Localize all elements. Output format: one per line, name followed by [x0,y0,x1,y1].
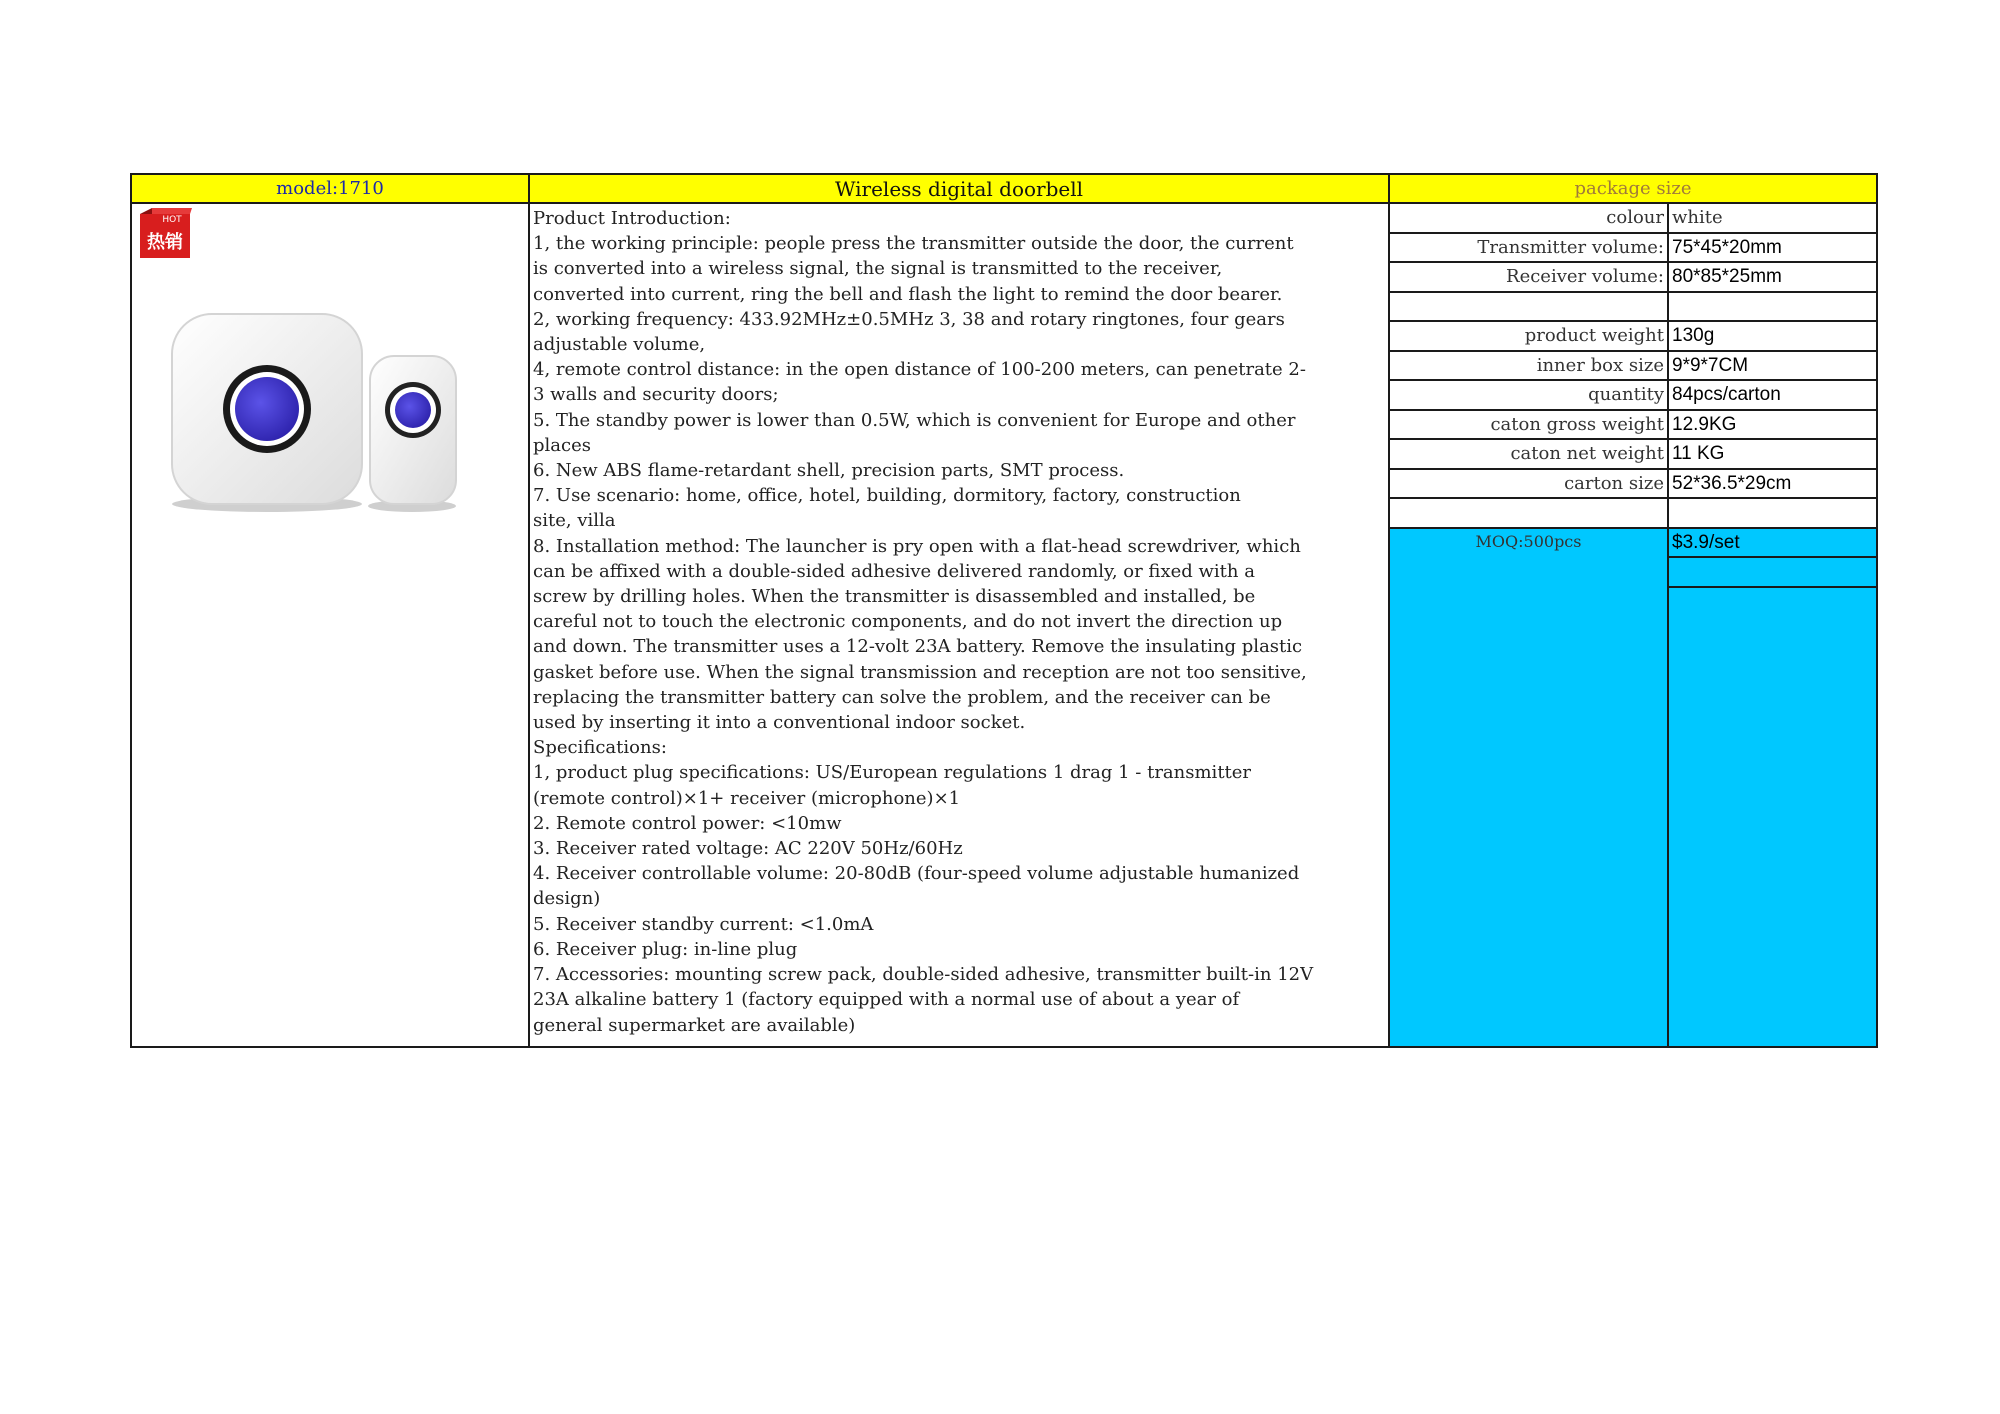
spec-value: 11 KG [1668,439,1878,469]
description-line: is converted into a wireless signal, the signal is transmitted to the receiver, [533,258,1223,280]
spec-row-gross-weight [1390,410,1878,440]
spec-value: 9*9*7CM [1668,351,1878,381]
description-line: 7. Use scenario: home, office, hotel, building, dormitory, factory, construction [533,485,1241,507]
description-line: screw by drilling holes. When the transmitter is disassembled and installed, be [533,586,1256,608]
spec-value: 75*45*20mm [1668,233,1878,263]
description-line: gasket before use. When the signal transmission and reception are not too sensitive, [533,661,1307,683]
spec-key [1390,292,1668,322]
spec-key: caton gross weight [1390,410,1668,440]
spec-row-net-weight [1390,439,1878,469]
moq-label: MOQ:500pcs [1390,528,1668,1046]
description-line: 6. New ABS flame-retardant shell, precision parts, SMT process. [533,460,1125,482]
spec-row-carton-size [1390,469,1878,499]
description-line: general supermarket are available) [533,1014,856,1036]
product-sheet [130,173,1878,1048]
spec-row-inner-box-size [1390,351,1878,381]
description-line: careful not to touch the electronic components, and do not invert the direction up [533,611,1283,633]
description-line: 23A alkaline battery 1 (factory equipped with a normal use of about a year of [533,989,1240,1011]
description-line: 2, working frequency: 433.92MHz±0.5MHz 3, 38 and rotary ringtones, four gears [533,308,1285,330]
description-line: places [533,434,591,456]
price-value: $3.9/set [1668,528,1878,558]
spec-row-empty [1390,498,1878,528]
spec-key: caton net weight [1390,439,1668,469]
doorbell-image [162,304,462,531]
product-title: Wireless digital doorbell [529,174,1389,203]
description-line: (remote control)×1+ receiver (microphone)×1 [533,787,961,809]
product-description [529,203,1389,1047]
hot-badge-icon [138,208,192,267]
spec-key: product weight [1390,321,1668,351]
content-row [131,203,1877,1047]
description-line: 3. Receiver rated voltage: AC 220V 50Hz/60Hz [533,838,963,860]
hot-badge-text: 热销 [147,232,183,253]
pricing-empty-cell [1668,557,1878,587]
description-line: used by inserting it into a conventional indoor socket. [533,712,1026,734]
description-line: 1, the working principle: people press the transmitter outside the door, the current [533,233,1294,255]
package-spec-cell [1389,203,1877,1047]
description-line: design) [533,888,601,910]
description-line: 5. Receiver standby current: <1.0mA [533,913,874,935]
model-label: model:1710 [131,174,529,203]
description-line: 5. The standby power is lower than 0.5W, which is convenient for Europe and other [533,409,1296,431]
spec-row-quantity [1390,380,1878,410]
description-line: 8. Installation method: The launcher is pry open with a flat-head screwdriver, which [533,535,1301,557]
spec-row-empty [1390,292,1878,322]
pricing-fill-cell [1668,587,1878,1046]
description-line: and down. The transmitter uses a 12-volt 23A battery. Remove the insulating plastic [533,636,1303,658]
spec-key: inner box size [1390,351,1668,381]
description-line: 2. Remote control power: <10mw [533,812,842,834]
spec-row-product-weight [1390,321,1878,351]
description-line: adjustable volume, [533,334,706,356]
spec-value [1668,292,1878,322]
description-line: 6. Receiver plug: in-line plug [533,938,798,960]
pricing-row [1390,528,1878,558]
product-image-cell [131,203,529,1047]
spec-key: carton size [1390,469,1668,499]
description-line: 4. Receiver controllable volume: 20-80dB (four-speed volume adjustable humanized [533,863,1300,885]
spec-key: quantity [1390,380,1668,410]
spec-value: white [1668,204,1878,233]
description-line: 7. Accessories: mounting screw pack, double-sided adhesive, transmitter built-in 12V [533,964,1314,986]
package-spec-table [1390,204,1878,1046]
spec-key: Transmitter volume: [1390,233,1668,263]
hot-badge-top: HOT [162,215,182,225]
spec-value: 12.9KG [1668,410,1878,440]
spec-value: 80*85*25mm [1668,262,1878,292]
spec-row-receiver-volume [1390,262,1878,292]
spec-value [1668,498,1878,528]
description-line: replacing the transmitter battery can solve the problem, and the receiver can be [533,686,1271,708]
header-row [131,174,1877,203]
spec-value: 130g [1668,321,1878,351]
spec-key [1390,498,1668,528]
description-line: site, villa [533,510,616,532]
spec-key: colour [1390,204,1668,233]
spec-value: 52*36.5*29cm [1668,469,1878,499]
description-line: 1, product plug specifications: US/European regulations 1 drag 1 - transmitter [533,762,1252,784]
spec-value: 84pcs/carton [1668,380,1878,410]
spec-row-colour [1390,204,1878,233]
description-line: Specifications: [533,737,667,759]
description-line: Product Introduction: [533,208,731,229]
description-line: 3 walls and security doors; [533,384,779,406]
package-size-label: package size [1389,174,1877,203]
description-line: can be affixed with a double-sided adhesive delivered randomly, or fixed with a [533,560,1255,582]
spec-key: Receiver volume: [1390,262,1668,292]
spec-row-transmitter-volume [1390,233,1878,263]
description-line: converted into current, ring the bell and flash the light to remind the door bearer. [533,283,1283,305]
description-line: 4, remote control distance: in the open distance of 100-200 meters, can penetrate 2- [533,359,1306,381]
